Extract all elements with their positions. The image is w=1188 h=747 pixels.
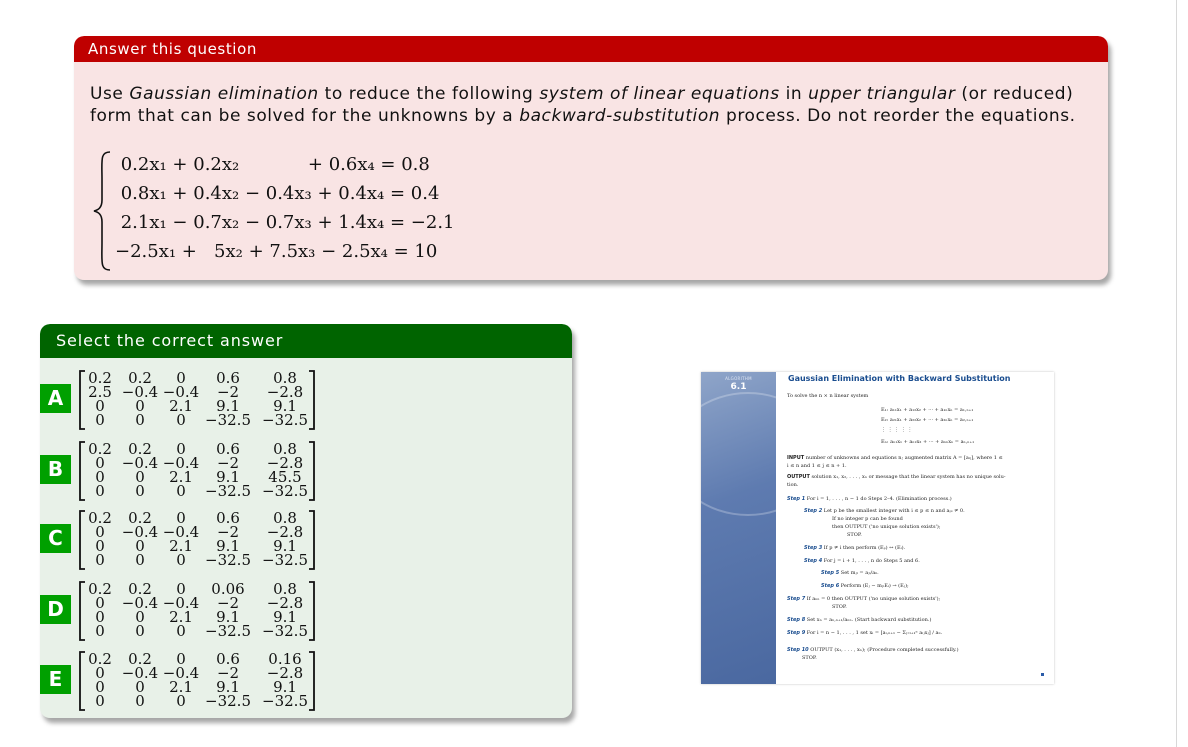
right-bracket-icon — [308, 581, 316, 641]
algorithm-line-text: Eₙ: aₙ₁x₁ + aₙ₂x₂ + ··· + aₙₙxₙ = aₙ,ₙ₊₁ — [881, 439, 975, 445]
answer-matrix — [78, 579, 418, 643]
matrix-cell: 0 — [135, 397, 145, 415]
matrix-cell: 9.1 — [216, 468, 240, 486]
matrix-cell: 0 — [135, 411, 145, 429]
matrix-cell: 0 — [135, 692, 145, 710]
equation-3: 2.1x₁ − 0.7x₂ − 0.7x₃ + 1.4x₄ = −2.1 — [115, 212, 455, 233]
matrix-cell: 2.1 — [169, 608, 193, 626]
matrix-cell: −0.4 — [121, 523, 159, 541]
answer-matrix — [78, 508, 418, 572]
matrix-cell: 0 — [95, 664, 105, 682]
matrix-cell: 2.1 — [169, 537, 193, 555]
matrix-cell: −32.5 — [205, 692, 251, 710]
matrix-cell: −32.5 — [262, 551, 308, 569]
algorithm-line — [787, 647, 959, 653]
algorithm-line-text: number of unknowns and equations n; augmented matrix A = [aᵢⱼ], where 1 ≤ — [804, 455, 1003, 461]
matrix-cell: 45.5 — [268, 468, 302, 486]
matrix-cell: 0 — [95, 468, 105, 486]
algorithm-line-text: For j = i + 1, . . . , n do Steps 5 and 6. — [822, 558, 920, 564]
matrix-cell: −32.5 — [262, 411, 308, 429]
algorithm-line — [787, 455, 1003, 461]
answer-matrix — [78, 649, 418, 713]
matrix-cell: −0.4 — [121, 594, 159, 612]
matrix-cell: 0 — [135, 622, 145, 640]
algorithm-line-text: STOP. — [832, 604, 847, 610]
matrix-cell: 2.1 — [169, 468, 193, 486]
equation-2: 0.8x₁ + 0.4x₂ − 0.4x₃ + 0.4x₄ = 0.4 — [115, 183, 440, 204]
matrix-cell: 0.2 — [128, 440, 152, 458]
question-text-part: in — [779, 84, 809, 104]
algorithm-step-label: Step 7 — [787, 596, 806, 602]
matrix-cell: −2.8 — [266, 454, 304, 472]
algorithm-line — [847, 532, 862, 538]
left-brace-icon — [92, 150, 114, 272]
algorithm-step-label: Step 9 — [787, 630, 806, 636]
matrix-cell: 0 — [176, 440, 186, 458]
answer-letter-badge[interactable]: D — [40, 595, 71, 624]
matrix-cell: 0 — [95, 411, 105, 429]
algorithm-line-text: ⋮ ⋮ ⋮ ⋮ ⋮ — [881, 427, 913, 433]
matrix-cell: 0 — [95, 608, 105, 626]
algorithm-line — [881, 407, 973, 413]
matrix-cell: 0 — [176, 650, 186, 668]
matrix-cell: −32.5 — [205, 622, 251, 640]
algorithm-line — [787, 463, 847, 469]
answer-header: Select the correct answer — [40, 324, 572, 358]
matrix-cell: −32.5 — [205, 411, 251, 429]
algorithm-line-text: then OUTPUT ('no unique solution exists'); — [832, 524, 941, 530]
question-header: Answer this question — [74, 36, 1108, 62]
matrix-cell: 0 — [176, 411, 186, 429]
algorithm-step-label: Step 5 — [821, 570, 840, 576]
algorithm-line — [832, 516, 903, 522]
answer-option[interactable] — [40, 508, 572, 572]
algorithm-line — [821, 570, 879, 576]
matrix-cell: 0.2 — [88, 440, 112, 458]
algorithm-line-text: If no integer p can be found — [832, 516, 903, 522]
matrix-cell: −0.4 — [121, 383, 159, 401]
matrix-cell: 0 — [95, 622, 105, 640]
algorithm-line — [881, 439, 974, 445]
matrix-cell: 0.6 — [216, 509, 240, 527]
algorithm-line-text: Set mⱼᵢ = aⱼᵢ/aᵢᵢ. — [839, 570, 879, 576]
matrix-cell: 0.2 — [88, 650, 112, 668]
page-scrollbar[interactable] — [1176, 0, 1188, 747]
matrix-cell: 2.1 — [169, 678, 193, 696]
matrix-cell: 0 — [176, 692, 186, 710]
algorithm-line — [787, 617, 931, 623]
matrix-cell: 0 — [176, 509, 186, 527]
algorithm-line — [881, 417, 973, 423]
question-block — [74, 36, 1108, 280]
matrix-cell: 0 — [95, 551, 105, 569]
answer-matrix — [78, 439, 418, 503]
algorithm-title: Gaussian Elimination with Backward Substitution — [788, 374, 1011, 383]
matrix-cell: 0.2 — [88, 369, 112, 387]
matrix-cell: −2 — [216, 454, 240, 472]
matrix-cell: 0 — [95, 454, 105, 472]
equation-1: 0.2x₁ + 0.2x₂ + 0.6x₄ = 0.8 — [115, 154, 430, 175]
matrix-cell: 9.1 — [273, 608, 297, 626]
algorithm-line-text: Set xₙ = aₙ,ₙ₊₁/aₙₙ. (Start backward substitution.) — [805, 617, 932, 623]
matrix-cell: 0 — [135, 678, 145, 696]
equation-4: −2.5x₁ + 5x₂ + 7.5x₃ − 2.5x₄ = 10 — [115, 241, 438, 262]
right-bracket-icon — [308, 651, 316, 711]
matrix-cell: 0 — [176, 369, 186, 387]
matrix-cell: −32.5 — [262, 482, 308, 500]
matrix-cell: 0 — [135, 468, 145, 486]
algorithm-step-label: Step 3 — [804, 545, 823, 551]
question-text-part: Gaussian elimination — [129, 84, 319, 104]
matrix-cell: 0 — [135, 551, 145, 569]
algorithm-line-text: E₂: a₂₁x₁ + a₂₂x₂ + ··· + a₂ₙxₙ = a₂,ₙ₊₁ — [881, 417, 974, 423]
question-text-part: process. Do not reorder the equations. — [720, 106, 1076, 126]
matrix-cell: −32.5 — [205, 551, 251, 569]
matrix-cell: 0 — [95, 523, 105, 541]
answer-letter-badge[interactable]: A — [40, 384, 71, 413]
algorithm-io-label: OUTPUT — [787, 474, 810, 480]
matrix-cell: −2 — [216, 594, 240, 612]
algorithm-line-text: If p ≠ i then perform (Eₚ) ↔ (Eᵢ). — [822, 545, 906, 551]
matrix-cell: −2 — [216, 383, 240, 401]
algorithm-step-label: Step 8 — [787, 617, 806, 623]
matrix-cell: 9.1 — [216, 537, 240, 555]
algorithm-line-text: For i = 1, . . . , n − 1 do Steps 2–4. (Elimination process.) — [805, 496, 952, 502]
algorithm-line-text: E₁: a₁₁x₁ + a₁₂x₂ + ··· + a₁ₙxₙ = a₁,ₙ₊₁ — [881, 407, 974, 413]
matrix-cell: 0 — [95, 678, 105, 696]
question-text-part: system of linear equations — [539, 84, 780, 104]
matrix-cell: 0.8 — [273, 440, 297, 458]
algorithm-line-text: solution x₁, x₂, . . . , xₙ or message that the linear system has no unique solu- — [809, 474, 1006, 480]
algorithm-line — [821, 583, 909, 589]
algorithm-step-label: Step 6 — [821, 583, 840, 589]
algorithm-line-text: tion. — [787, 482, 799, 488]
algorithm-step-label: Step 10 — [787, 647, 809, 653]
algorithm-line — [787, 482, 798, 488]
matrix-cell: 0 — [95, 594, 105, 612]
algorithm-figure — [701, 372, 1054, 684]
matrix-cell: −0.4 — [121, 664, 159, 682]
algorithm-line — [804, 558, 920, 564]
matrix-cell: 0.2 — [88, 580, 112, 598]
matrix-cell: 0 — [176, 622, 186, 640]
answer-option[interactable] — [40, 439, 572, 503]
matrix-cell: 9.1 — [216, 678, 240, 696]
matrix-cell: −32.5 — [262, 692, 308, 710]
algorithm-line-text: OUTPUT (x₁, . . . , xₙ); (Procedure completed successfully.) — [808, 647, 959, 653]
matrix-cell: 0 — [135, 482, 145, 500]
algorithm-line — [802, 655, 817, 661]
algorithm-line-text: If aₙₙ = 0 then OUTPUT ('no unique solution exists'); — [805, 596, 941, 602]
answer-option[interactable] — [40, 368, 572, 432]
matrix-cell: 0.2 — [128, 509, 152, 527]
matrix-cell: −0.4 — [162, 523, 200, 541]
matrix-cell: 0.06 — [211, 580, 245, 598]
algorithm-step-label: Step 2 — [804, 508, 823, 514]
matrix-cell: −2.8 — [266, 664, 304, 682]
matrix-cell: 0 — [135, 608, 145, 626]
algorithm-line-text: Let p be the smallest integer with i ≤ p ≤ n and aₚᵢ ≠ 0. — [822, 508, 965, 514]
matrix-cell: 0 — [176, 551, 186, 569]
algorithm-io-label: INPUT — [787, 455, 805, 461]
algorithm-line — [787, 393, 868, 399]
algorithm-number: 6.1 — [730, 382, 747, 392]
matrix-cell: −0.4 — [162, 594, 200, 612]
end-of-algorithm-icon — [1041, 673, 1044, 676]
algorithm-line — [787, 496, 952, 502]
algorithm-step-label: Step 4 — [804, 558, 823, 564]
algorithm-line-text: Perform (Eⱼ − mⱼᵢEᵢ) → (Eⱼ); — [839, 583, 909, 589]
question-text-part: Use — [90, 84, 130, 104]
matrix-cell: −0.4 — [162, 454, 200, 472]
matrix-cell: 9.1 — [216, 397, 240, 415]
matrix-cell: 9.1 — [273, 397, 297, 415]
matrix-cell: 0.8 — [273, 369, 297, 387]
matrix-cell: 0 — [135, 537, 145, 555]
algorithm-line — [804, 508, 965, 514]
question-text-part: upper triangular — [808, 84, 956, 104]
matrix-cell: 2.1 — [169, 397, 193, 415]
algorithm-line-text: For i = n − 1, . . . , 1 set xᵢ = [aᵢ,ₙ₊₁ − Σⱼ₌ᵢ₊₁ⁿ aᵢⱼxⱼ] / aᵢᵢ. — [805, 630, 943, 636]
matrix-cell: 0.2 — [88, 509, 112, 527]
algorithm-line — [832, 524, 941, 530]
answer-block — [40, 324, 572, 718]
answer-letter-badge[interactable]: E — [40, 665, 71, 694]
algorithm-line — [787, 630, 942, 636]
matrix-cell: 0.6 — [216, 440, 240, 458]
algorithm-line-text: To solve the n × n linear system — [787, 393, 869, 399]
question-text-part: backward-substitution — [519, 106, 721, 126]
question-text — [90, 83, 1100, 127]
matrix-cell: 0 — [95, 397, 105, 415]
question-text-part: (or reduced) form that can be solved for the unknowns by a — [90, 84, 1074, 126]
matrix-cell: 0 — [176, 482, 186, 500]
algorithm-line — [832, 604, 847, 610]
answer-letter-badge[interactable]: C — [40, 524, 71, 553]
algorithm-line — [787, 474, 1006, 480]
matrix-cell: 9.1 — [216, 608, 240, 626]
matrix-cell: 9.1 — [273, 537, 297, 555]
matrix-cell: 2.5 — [88, 383, 112, 401]
matrix-cell: −0.4 — [121, 454, 159, 472]
algorithm-line — [881, 427, 912, 433]
matrix-cell: −2.8 — [266, 383, 304, 401]
matrix-cell: −2 — [216, 523, 240, 541]
matrix-cell: 9.1 — [273, 678, 297, 696]
matrix-cell: −2.8 — [266, 523, 304, 541]
right-bracket-icon — [308, 370, 316, 430]
answer-option[interactable] — [40, 579, 572, 643]
algorithm-line — [804, 545, 905, 551]
matrix-cell: 0.16 — [268, 650, 302, 668]
answer-letter-badge[interactable]: B — [40, 455, 71, 484]
matrix-cell: −0.4 — [162, 383, 200, 401]
right-bracket-icon — [308, 441, 316, 501]
matrix-cell: 0.6 — [216, 650, 240, 668]
algorithm-line-text: STOP. — [802, 655, 817, 661]
matrix-cell: 0 — [95, 482, 105, 500]
matrix-cell: 0.6 — [216, 369, 240, 387]
matrix-cell: 0 — [95, 692, 105, 710]
matrix-cell: 0 — [95, 537, 105, 555]
algorithm-step-label: Step 1 — [787, 496, 806, 502]
answer-matrix — [78, 368, 418, 432]
matrix-cell: −32.5 — [262, 622, 308, 640]
matrix-cell: −32.5 — [205, 482, 251, 500]
right-bracket-icon — [308, 510, 316, 570]
algorithm-sidebar — [701, 372, 776, 684]
equation-system — [92, 150, 532, 270]
matrix-cell: 0 — [176, 580, 186, 598]
matrix-cell: 0.2 — [128, 580, 152, 598]
matrix-cell: 0.2 — [128, 650, 152, 668]
question-text-part: to reduce the following — [318, 84, 540, 104]
algorithm-tag: ALGORITHM — [725, 376, 752, 381]
algorithm-line-text: i ≤ n and 1 ≤ j ≤ n + 1. — [787, 463, 847, 469]
matrix-cell: 0.8 — [273, 580, 297, 598]
answer-option[interactable] — [40, 649, 572, 713]
matrix-cell: 0.8 — [273, 509, 297, 527]
matrix-cell: 0.2 — [128, 369, 152, 387]
matrix-cell: −2 — [216, 664, 240, 682]
matrix-cell: −2.8 — [266, 594, 304, 612]
algorithm-line-text: STOP. — [847, 532, 862, 538]
algorithm-line — [787, 596, 940, 602]
matrix-cell: −0.4 — [162, 664, 200, 682]
